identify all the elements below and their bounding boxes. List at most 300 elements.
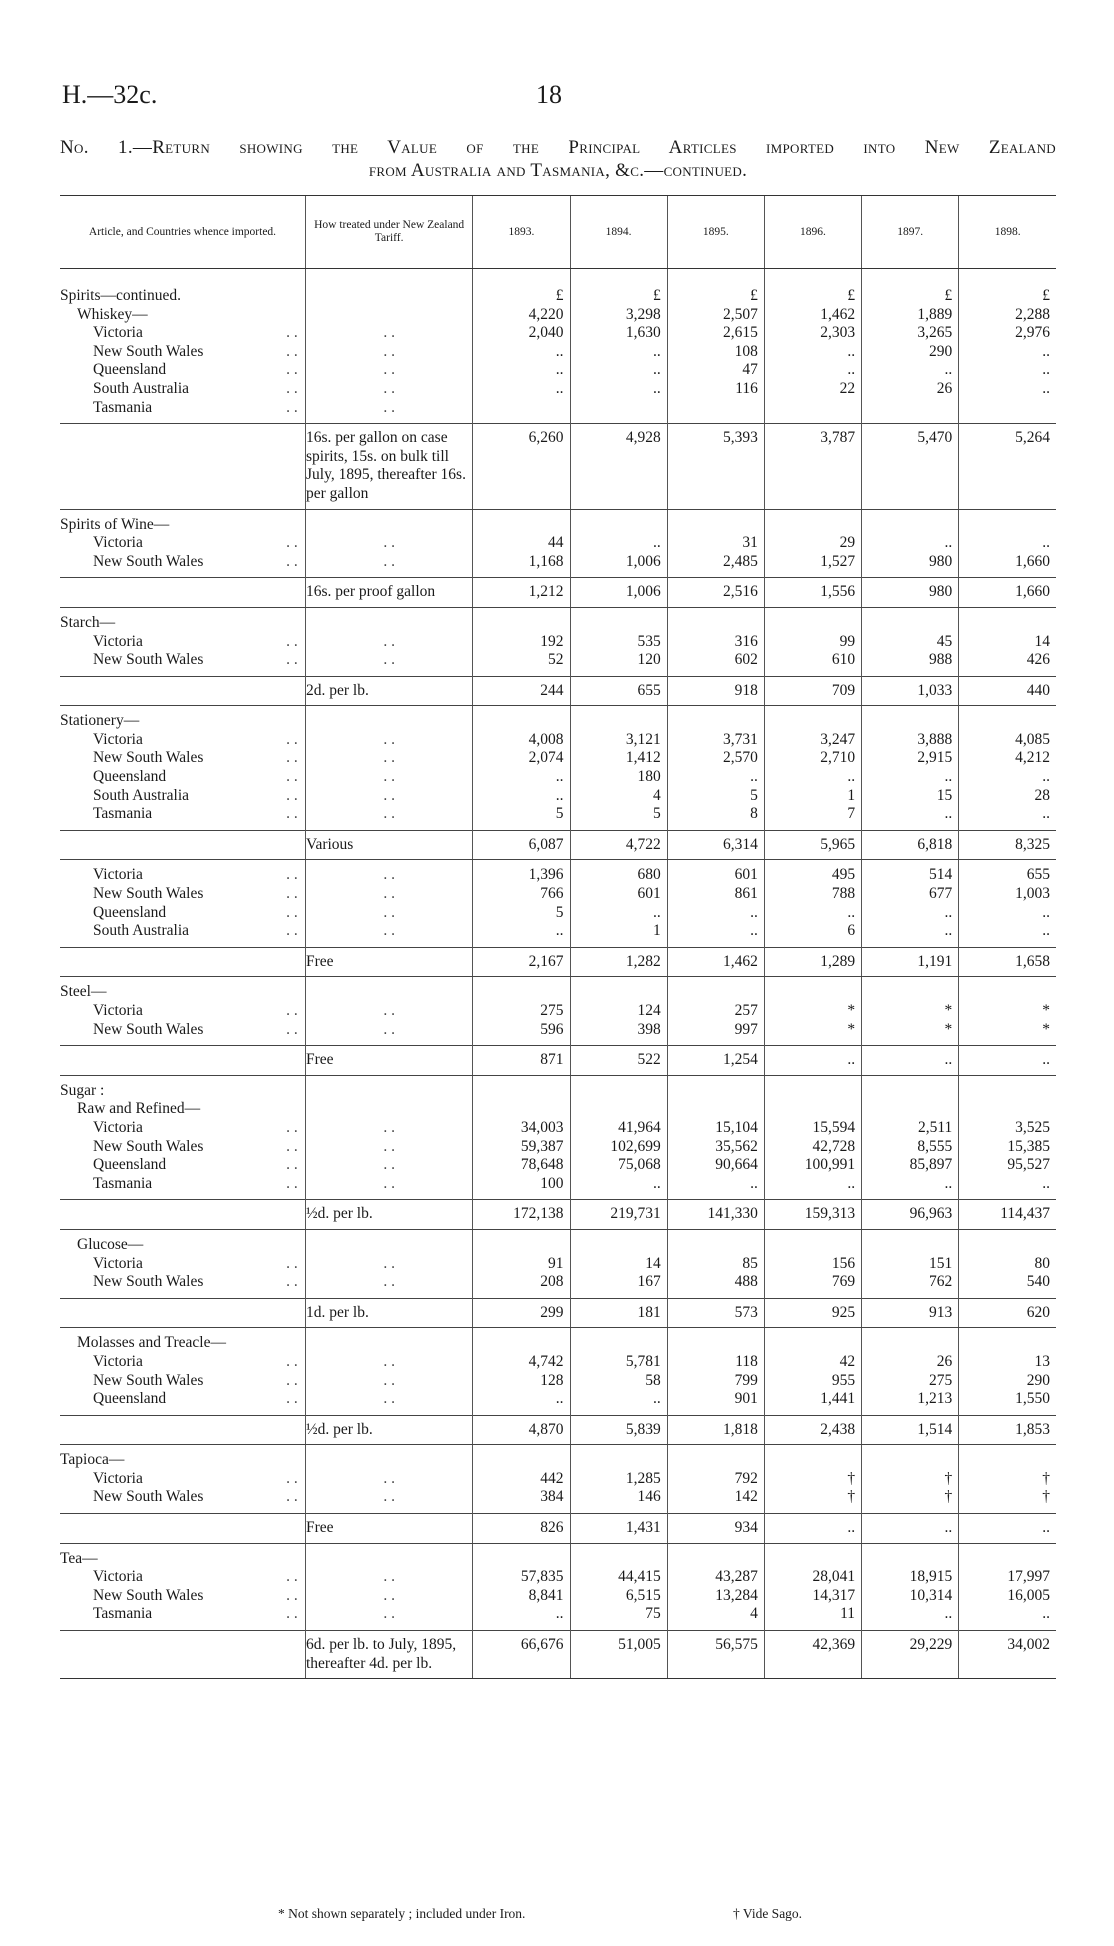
total-value: 1,191 — [862, 947, 959, 977]
year-cell — [570, 269, 667, 424]
value: 1 — [847, 786, 856, 804]
article-line — [60, 1255, 305, 1274]
year-cell — [473, 1229, 570, 1298]
article-line — [60, 1138, 305, 1157]
leader-dots: . . — [383, 398, 395, 416]
value: 15,385 — [1007, 1137, 1050, 1155]
treatment-line — [306, 1519, 472, 1538]
country-name: Victoria — [93, 632, 143, 650]
value: 1,003 — [1015, 885, 1050, 903]
article-heading: Molasses and Treacle— — [77, 1334, 226, 1352]
value: 22 — [839, 379, 856, 397]
article-heading: Tapioca— — [60, 1451, 125, 1469]
article-heading: Tea— — [60, 1549, 98, 1567]
value: 35,562 — [715, 1137, 758, 1155]
value: 316 — [734, 632, 758, 650]
tariff-treatment: Free — [305, 952, 334, 970]
year-cell — [473, 1445, 570, 1514]
detail-row — [60, 1075, 1056, 1200]
country-name: Tasmania — [93, 398, 153, 416]
value: 26 — [936, 379, 953, 397]
value: * — [847, 1002, 856, 1019]
value: 180 — [637, 768, 661, 786]
value: 5 — [555, 903, 564, 921]
total-value: 1,006 — [570, 578, 667, 608]
report-code: H.—32c. — [62, 80, 158, 109]
value: 44 — [548, 534, 564, 552]
country-name: Victoria — [93, 1002, 143, 1019]
country-name: Tasmania — [93, 1174, 153, 1192]
value: 78,648 — [520, 1156, 564, 1174]
value: 26 — [936, 1352, 953, 1370]
leader-dots: . . — [286, 749, 298, 767]
article-line — [60, 399, 305, 418]
value: 1,168 — [528, 552, 564, 570]
value: 192 — [540, 632, 564, 650]
year-cell — [473, 607, 570, 676]
value: .. — [555, 1605, 564, 1623]
total-value: .. — [764, 1514, 861, 1544]
total-value: 871 — [473, 1046, 570, 1076]
year-cell — [473, 1075, 570, 1200]
value: 2,288 — [1015, 305, 1050, 323]
total-row — [60, 830, 1056, 860]
treatment-cell — [305, 1229, 472, 1298]
leader-dots: . . — [286, 768, 298, 786]
article-heading: Stationery— — [60, 712, 140, 730]
leader-dots: . . — [383, 1488, 395, 1506]
value: 3,298 — [625, 305, 661, 323]
value: 997 — [734, 1020, 758, 1038]
article-cell — [60, 860, 305, 947]
leader-dots: . . — [286, 1020, 298, 1038]
value: 13 — [1034, 1352, 1050, 1370]
year-cell — [667, 1445, 764, 1514]
leader-dots: . . — [286, 1352, 298, 1370]
leader-dots: . . — [383, 1002, 395, 1019]
value: 99 — [839, 632, 856, 650]
article-line — [60, 983, 305, 1002]
treatment-line — [306, 953, 472, 972]
country-name: Victoria — [93, 1118, 143, 1136]
tariff-treatment: Free — [305, 1051, 334, 1069]
value: 5 — [555, 805, 564, 823]
value: 488 — [734, 1273, 758, 1291]
country-name: New South Wales — [93, 1586, 204, 1604]
article-heading: Whiskey— — [77, 305, 148, 323]
year-cell — [764, 1075, 861, 1200]
value: 861 — [734, 885, 758, 903]
value: 290 — [929, 342, 953, 360]
total-value: 925 — [764, 1298, 861, 1328]
article-line — [60, 1587, 305, 1606]
leader-dots: . . — [383, 1020, 395, 1038]
value: 275 — [540, 1002, 564, 1019]
total-value: 1,431 — [570, 1514, 667, 1544]
year-cell — [764, 1543, 861, 1630]
value: 120 — [637, 651, 661, 669]
value: 1,462 — [820, 305, 856, 323]
article-cell — [60, 706, 305, 831]
value: .. — [750, 903, 758, 921]
treatment-line — [306, 1421, 472, 1440]
total-row — [60, 676, 1056, 706]
year-cell — [764, 607, 861, 676]
value: 90,664 — [715, 1156, 758, 1174]
value: 58 — [645, 1371, 661, 1389]
tariff-treatment: ½d. per lb. — [305, 1205, 373, 1223]
value: 901 — [734, 1390, 758, 1408]
value: 2,615 — [723, 324, 758, 342]
leader-dots: . . — [286, 1605, 298, 1623]
country-name: Queensland — [93, 1390, 167, 1408]
header-year: 1894. — [570, 196, 667, 269]
value: 124 — [637, 1002, 661, 1019]
value: 75,068 — [618, 1156, 661, 1174]
value: 680 — [637, 866, 661, 884]
year-cell — [862, 509, 959, 578]
total-value: 6,818 — [862, 830, 959, 860]
treatment-cell — [305, 977, 472, 1046]
value: 8,555 — [917, 1137, 953, 1155]
total-spacer — [60, 1514, 305, 1544]
value: † — [847, 1469, 856, 1487]
country-name: New South Wales — [93, 1137, 204, 1155]
leader-dots: . . — [383, 379, 395, 397]
value: 1,550 — [1015, 1390, 1050, 1408]
leader-dots: . . — [383, 1568, 395, 1586]
detail-row — [60, 1328, 1056, 1415]
value: .. — [1042, 903, 1050, 921]
total-spacer — [60, 1298, 305, 1328]
value: 8 — [750, 805, 758, 823]
value: 1,660 — [1015, 552, 1050, 570]
year-cell — [959, 1075, 1056, 1200]
value: .. — [750, 1174, 758, 1192]
leader-dots: . . — [286, 534, 298, 552]
article-line — [60, 749, 305, 768]
leader-dots: . . — [286, 1137, 298, 1155]
value: .. — [944, 361, 953, 379]
header-year: 1895. — [667, 196, 764, 269]
value: 2,570 — [723, 749, 758, 767]
total-row — [60, 1631, 1056, 1679]
treatment-text — [305, 578, 472, 608]
year-cell — [570, 607, 667, 676]
leader-dots: . . — [383, 1390, 395, 1408]
value: .. — [750, 922, 758, 940]
article-heading: Steel— — [60, 983, 107, 1001]
total-row — [60, 1200, 1056, 1230]
article-line — [60, 1451, 305, 1470]
value: 2,710 — [820, 749, 856, 767]
year-cell — [667, 860, 764, 947]
article-heading: Starch— — [60, 613, 116, 631]
value: 601 — [734, 866, 758, 884]
value: .. — [555, 379, 564, 397]
total-value: 299 — [473, 1298, 570, 1328]
country-name: New South Wales — [93, 651, 204, 669]
total-value: 5,470 — [862, 424, 959, 509]
total-value: 918 — [667, 676, 764, 706]
total-spacer — [60, 830, 305, 860]
value: 31 — [742, 534, 758, 552]
value: 514 — [929, 866, 953, 884]
value: 4,085 — [1015, 730, 1050, 748]
article-line — [60, 324, 305, 343]
value: .. — [555, 1390, 564, 1408]
country-name: Queensland — [93, 768, 167, 786]
treatment-cell — [305, 1075, 472, 1200]
total-row — [60, 424, 1056, 509]
leader-dots: . . — [286, 922, 298, 940]
article-line — [60, 1082, 305, 1101]
value: .. — [1042, 1174, 1050, 1192]
country-name: Queensland — [93, 1156, 167, 1174]
year-cell — [667, 269, 764, 424]
treatment-line — [306, 682, 472, 701]
detail-row — [60, 1229, 1056, 1298]
article-line — [60, 1100, 305, 1119]
value: 1 — [652, 922, 661, 940]
total-row — [60, 1298, 1056, 1328]
treatment-text — [305, 1415, 472, 1445]
value: .. — [1042, 361, 1050, 379]
leader-dots: . . — [286, 1469, 298, 1487]
leader-dots: . . — [383, 361, 395, 379]
value: 42 — [839, 1352, 856, 1370]
article-line — [60, 651, 305, 670]
value: 13,284 — [715, 1586, 758, 1604]
total-value: 6,087 — [473, 830, 570, 860]
country-name: Tasmania — [93, 805, 153, 823]
total-value: 51,005 — [570, 1631, 667, 1679]
tariff-treatment: 2d. per lb. — [305, 681, 369, 699]
year-cell — [570, 1445, 667, 1514]
country-name: Tasmania — [93, 1605, 153, 1623]
total-value: 440 — [959, 676, 1056, 706]
total-value: .. — [959, 1514, 1056, 1544]
value: .. — [1042, 534, 1050, 552]
year-cell — [862, 1543, 959, 1630]
total-value: 913 — [862, 1298, 959, 1328]
value: † — [944, 1488, 953, 1506]
leader-dots: . . — [286, 1002, 298, 1019]
value: .. — [847, 342, 856, 360]
total-value: 522 — [570, 1046, 667, 1076]
value: 91 — [548, 1254, 564, 1272]
year-cell — [959, 706, 1056, 831]
total-spacer — [60, 1046, 305, 1076]
total-value: .. — [862, 1046, 959, 1076]
header-treated: How treated under New Zealand Tariff. — [305, 196, 472, 269]
article-cell — [60, 1543, 305, 1630]
value: 28 — [1034, 786, 1050, 804]
article-line — [60, 1236, 305, 1255]
value: 2,915 — [917, 749, 953, 767]
year-cell — [667, 1229, 764, 1298]
article-cell — [60, 1445, 305, 1514]
leader-dots: . . — [286, 379, 298, 397]
value: 3,525 — [1015, 1118, 1050, 1136]
leader-dots: . . — [383, 1174, 395, 1192]
country-name: Queensland — [93, 903, 167, 921]
total-row — [60, 947, 1056, 977]
header-year: 1893. — [473, 196, 570, 269]
article-cell — [60, 977, 305, 1046]
value: 4,220 — [528, 305, 564, 323]
year-cell — [473, 977, 570, 1046]
total-value: 5,965 — [764, 830, 861, 860]
total-value: 980 — [862, 578, 959, 608]
country-name: South Australia — [93, 379, 190, 397]
total-row — [60, 1046, 1056, 1076]
value: .. — [944, 1605, 953, 1623]
total-value: 1,212 — [473, 578, 570, 608]
treatment-line — [306, 1304, 472, 1323]
total-value: 29,229 — [862, 1631, 959, 1679]
article-line — [60, 922, 305, 941]
article-cell — [60, 1328, 305, 1415]
country-name: New South Wales — [93, 1273, 204, 1291]
value: 2,507 — [723, 305, 758, 323]
value: 596 — [540, 1020, 564, 1038]
leader-dots: . . — [286, 786, 298, 804]
value: 1,285 — [625, 1469, 661, 1487]
year-cell — [570, 1543, 667, 1630]
value: 14 — [1034, 632, 1050, 650]
leader-dots: . . — [286, 1586, 298, 1604]
value: 535 — [637, 632, 661, 650]
country-name: New South Wales — [93, 342, 204, 360]
country-name: Victoria — [93, 866, 143, 884]
value: * — [944, 1002, 953, 1019]
header-article: Article, and Countries whence imported. — [60, 196, 305, 269]
treatment-line — [306, 1051, 472, 1070]
leader-dots: . . — [383, 1273, 395, 1291]
year-cell — [959, 1543, 1056, 1630]
value: .. — [944, 805, 953, 823]
treatment-cell — [305, 1543, 472, 1630]
total-value: 5,264 — [959, 424, 1056, 509]
leader-dots: . . — [286, 1273, 298, 1291]
leader-dots: . . — [286, 1118, 298, 1136]
total-value: 219,731 — [570, 1200, 667, 1230]
year-cell — [570, 1328, 667, 1415]
value: 75 — [645, 1605, 661, 1623]
value: 3,265 — [917, 324, 953, 342]
value: 1,441 — [820, 1390, 856, 1408]
value: .. — [652, 379, 661, 397]
value: 988 — [929, 651, 953, 669]
value: .. — [1042, 379, 1050, 397]
total-value: 159,313 — [764, 1200, 861, 1230]
value: .. — [944, 922, 953, 940]
total-value: 620 — [959, 1298, 1056, 1328]
year-cell — [473, 269, 570, 424]
value: .. — [944, 534, 953, 552]
value: 118 — [735, 1352, 758, 1370]
total-value: 4,722 — [570, 830, 667, 860]
tariff-treatment: ½d. per lb. — [305, 1420, 373, 1438]
value: 2,074 — [528, 749, 564, 767]
value: 80 — [1034, 1254, 1050, 1272]
value: 788 — [831, 885, 856, 903]
leader-dots: . . — [383, 1605, 395, 1623]
value: 495 — [831, 866, 856, 884]
year-cell — [959, 1445, 1056, 1514]
year-cell — [959, 977, 1056, 1046]
value: 655 — [1026, 866, 1050, 884]
leader-dots: . . — [286, 1156, 298, 1174]
title-line-2: from Australia and Tasmania, &c.—continued. — [368, 160, 748, 181]
leader-dots: . . — [383, 768, 395, 786]
year-cell — [473, 1543, 570, 1630]
value: 43,287 — [715, 1568, 758, 1586]
value: 44,415 — [618, 1568, 661, 1586]
leader-dots: . . — [286, 1254, 298, 1272]
value: 42,728 — [812, 1137, 856, 1155]
year-cell — [570, 860, 667, 947]
article-line — [60, 768, 305, 787]
treatment-text — [305, 1046, 472, 1076]
treatment-cell — [305, 269, 472, 424]
article-line — [60, 1488, 305, 1507]
article-line — [60, 885, 305, 904]
article-line — [60, 380, 305, 399]
currency-symbol: £ — [555, 287, 564, 304]
leader-dots: . . — [286, 342, 298, 360]
value: 602 — [734, 651, 758, 669]
leader-dots: . . — [286, 324, 298, 342]
leader-dots: . . — [286, 1371, 298, 1389]
detail-row — [60, 706, 1056, 831]
value: .. — [847, 361, 856, 379]
country-name: Victoria — [93, 1352, 143, 1370]
year-cell — [667, 1075, 764, 1200]
value: .. — [555, 786, 564, 804]
year-cell — [764, 706, 861, 831]
total-value: 2,167 — [473, 947, 570, 977]
leader-dots: . . — [383, 651, 395, 669]
value: 45 — [936, 632, 953, 650]
total-value: 1,658 — [959, 947, 1056, 977]
total-value: 141,330 — [667, 1200, 764, 1230]
year-cell — [667, 1328, 764, 1415]
value: * — [944, 1020, 953, 1038]
article-line — [60, 306, 305, 325]
year-cell — [959, 509, 1056, 578]
article-cell — [60, 1229, 305, 1298]
value: 2,040 — [528, 324, 564, 342]
year-cell — [862, 1229, 959, 1298]
treatment-cell — [305, 509, 472, 578]
value: 108 — [734, 342, 758, 360]
article-line — [60, 1175, 305, 1194]
value: 2,485 — [723, 552, 758, 570]
value: * — [1042, 1020, 1050, 1038]
value: .. — [1042, 768, 1050, 786]
year-cell — [862, 860, 959, 947]
value: † — [944, 1469, 953, 1487]
article-line — [60, 287, 305, 306]
currency-symbol: £ — [652, 287, 661, 304]
total-spacer — [60, 676, 305, 706]
value: 128 — [540, 1371, 564, 1389]
article-line — [60, 1119, 305, 1138]
total-value: 1,660 — [959, 578, 1056, 608]
country-name: Victoria — [93, 534, 143, 552]
